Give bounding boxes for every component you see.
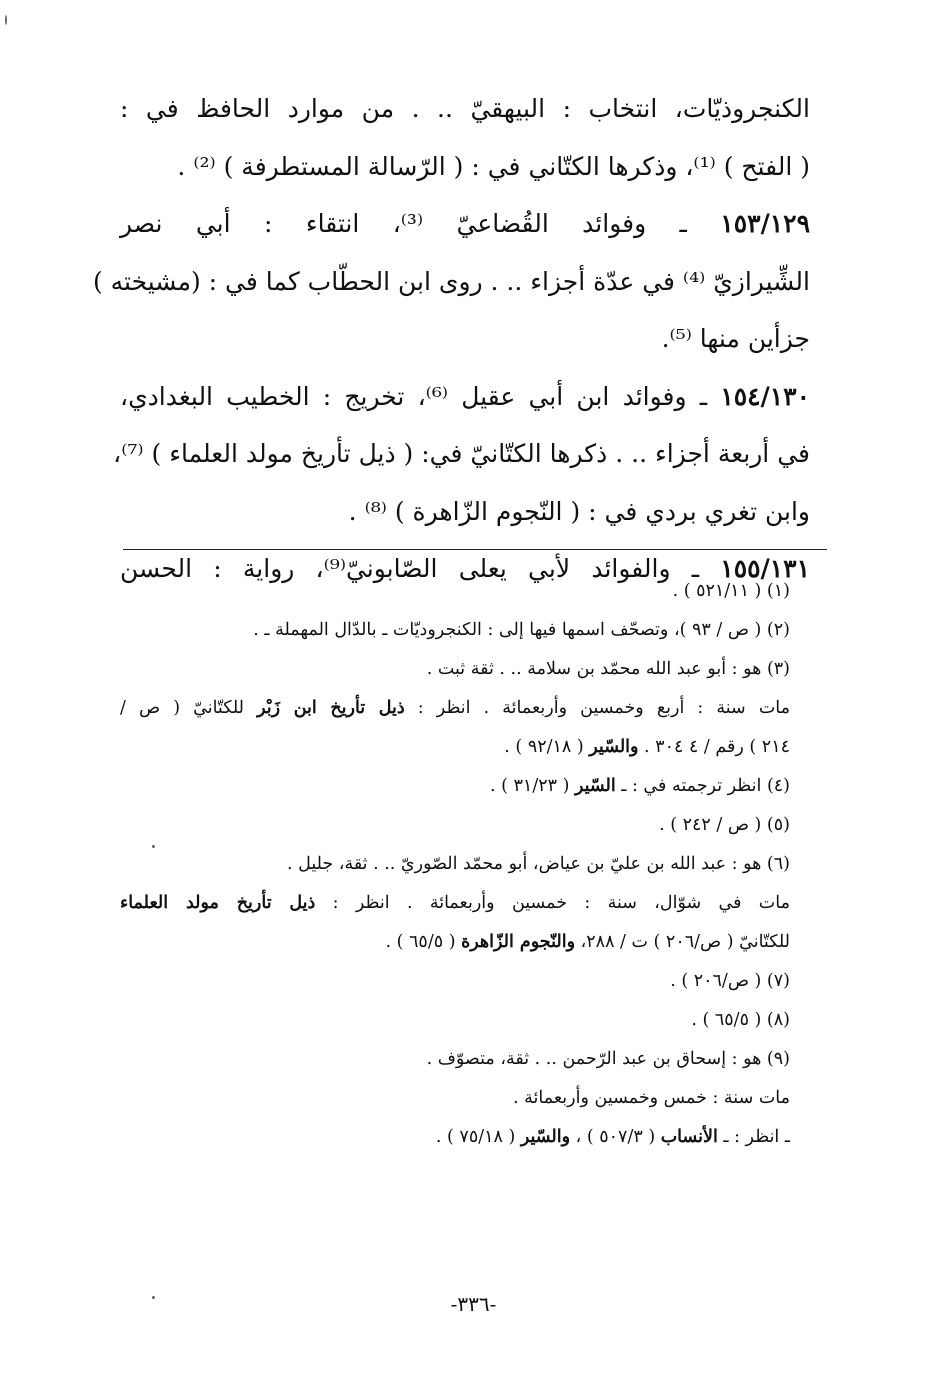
footnote-3-cont-2: ٢١٤ ) رقم / ٤ ٣٠٤ . والسّير ( ٩٢/١٨ ) . (504, 737, 790, 757)
entry-text: ـ وفوائد ابن أبي عقيل ⁽⁶⁾، تخريج : الخطيب البغدادي، (120, 381, 721, 411)
entry-text: ـ وفوائد القُضاعيّ ⁽³⁾، انتقاء : أبي نصر (120, 209, 721, 238)
text-line-4: الشِّيرازيّ ⁽⁴⁾ في عدّة أجزاء .. . روى ابن الحطّاب كما في : (مشيخته ) (92, 266, 810, 296)
footnote-9-cont: مات سنة : خمس وخمسين وأربعمائة . (513, 1088, 790, 1108)
text-line-5: جزأين منها ⁽⁵⁾. (661, 324, 810, 353)
speck-mark (5, 15, 7, 25)
footnote-8: (٨) ( ٦٥/٥ ) . (691, 1010, 790, 1030)
footnote-6-cont: مات في شوّال، سنة : خمسين وأربعمائة . انظر : ذيل تأريخ مولد العلماء (120, 893, 790, 913)
footnote-7: (٧) ( ص/٢٠٦ ) . (670, 971, 790, 991)
text-line-2: ( الفتح ) ⁽¹⁾، وذكرها الكتّاني في : ( الرّسالة المستطرفة ) ⁽²⁾ . (177, 151, 810, 181)
footnote-2: (٢) ( ص / ٩٣ )، وتصحّف اسمها فيها إلى : الكنجروديّات ـ بالدّال المهملة ـ . (253, 620, 790, 640)
footnote-9: (٩) هو : إسحاق بن عبد الرّحمن .. . ثقة، متصوّف . (426, 1049, 790, 1069)
entry-text: ـ والفوائد لأبي يعلى الصّابونيّ⁽⁹⁾، رواية : الحسن (120, 554, 721, 583)
footnote-6-cont-2: للكتّانيّ ( ص/٢٠٦ ) ت / ٢٨٨، والنّجوم الزّاهرة ( ٦٥/٥ ) . (385, 932, 790, 952)
speck-mark (152, 845, 155, 848)
text-line-1: الكنجروذيّات، انتخاب : البيهقيّ .. . من موارد الحافظ في : (120, 94, 810, 123)
footnote-6: (٦) هو : عبد الله بن عليّ بن عياض، أبو محمّد الصّوريّ .. . ثقة، جليل . (286, 854, 790, 874)
entry-154 (120, 368, 810, 426)
entry-153 (120, 195, 810, 253)
main-text (92, 80, 811, 598)
footnote-9-cont-2: ـ انظر : ـ الأنساب ( ٥٠٧/٣ ) ، والسّير ( ٧٥/١٨ ) . (435, 1127, 790, 1147)
footnote-separator (123, 549, 827, 550)
footnotes (120, 572, 790, 1157)
page-number: -٣٣٦- (450, 1292, 497, 1316)
footnote-1: (١) ( ٥٢١/١١ ) . (672, 581, 790, 601)
entry-number: ١٥٥/١٣١ (720, 554, 810, 583)
text-line-8: وابن تغري بردي في : ( النّجوم الزّاهرة ) ⁽⁸⁾ . (348, 496, 810, 526)
footnote-5: (٥) ( ص / ٢٤٢ ) . (659, 815, 790, 835)
speck-mark (152, 1296, 155, 1299)
text-line-7: في أربعة أجزاء .. . ذكرها الكتّانيّ في: ( ذيل تأريخ مولد العلماء ) ⁽⁷⁾، (113, 439, 810, 468)
footnote-3: (٣) هو : أبو عبد الله محمّد بن سلامة .. . ثقة ثبت . (426, 659, 790, 679)
footnote-3-cont: مات سنة : أربع وخمسين وأربعمائة . انظر : ذيل تأريخ ابن زَبْر للكتّانيّ ( ص / (120, 698, 790, 718)
entry-number: ١٥٤/١٣٠ (720, 381, 811, 411)
footnote-4: (٤) انظر ترجمته في : ـ السّير ( ٣١/٢٣ ) . (490, 776, 790, 796)
entry-number: ١٥٣/١٢٩ (720, 209, 810, 238)
